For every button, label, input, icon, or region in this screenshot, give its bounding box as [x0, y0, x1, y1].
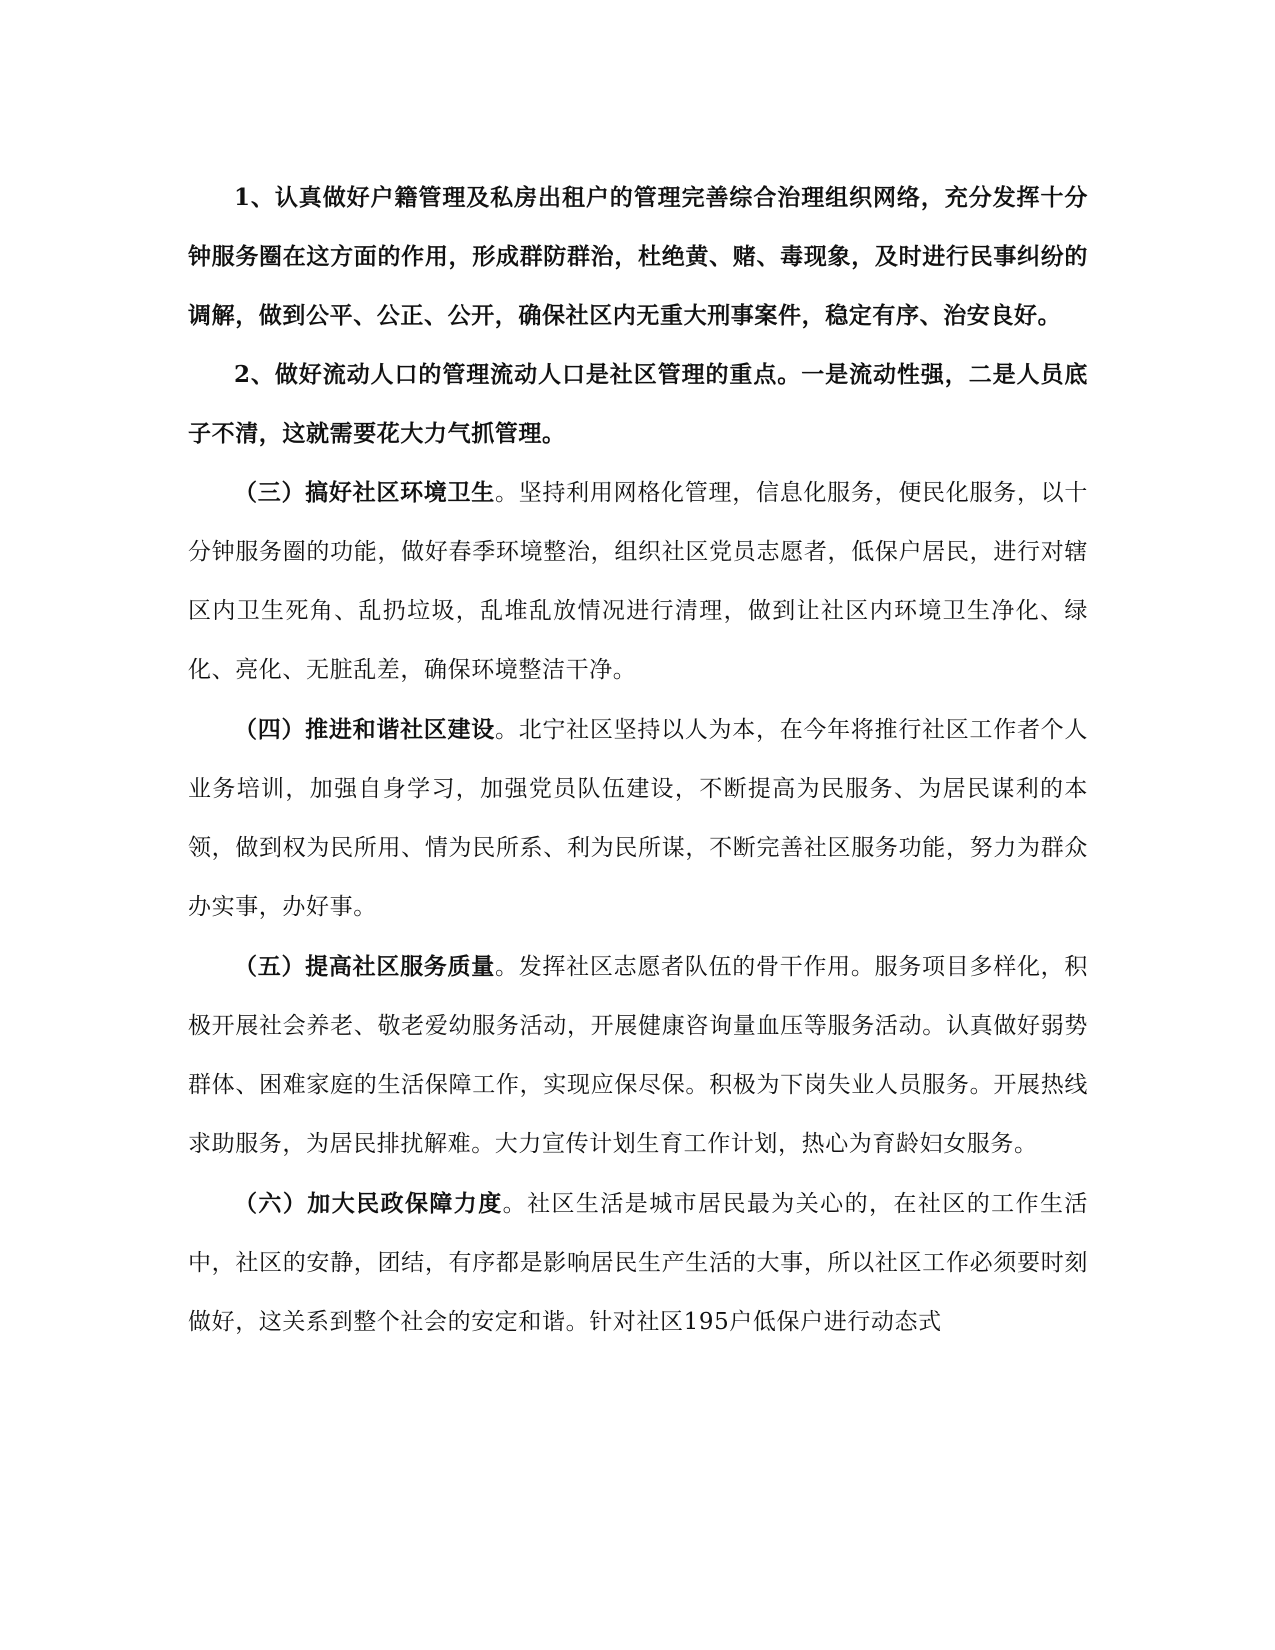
section-heading: （五）提高社区服务质量: [234, 953, 495, 980]
paragraph-text: 1、认真做好户籍管理及私房出租户的管理完善综合治理组织网络，充分发挥十分钟服务圈在这方面的作用，形成群防群治，杜绝黄、赌、毒现象，及时进行民事纠纷的调解，做到公平、公正、公开，确保社区内无重大刑事案件，稳定有序、治安良好。: [188, 184, 1088, 329]
paragraph-environment-hygiene: [188, 463, 1088, 700]
paragraph-harmonious-community: [188, 700, 1088, 937]
paragraph-text: 。发挥社区志愿者队伍的骨干作用。服务项目多样化，积极开展社会养老、敬老爱幼服务活动，开展健康咨询量血压等服务活动。认真做好弱势群体、困难家庭的生活保障工作，实现应保尽保。积极为下岗失业人员服务。开展热线求助服务，为居民排扰解难。大力宣传计划生育工作计划，热心为育龄妇女服务。: [188, 954, 1088, 1157]
paragraph-civil-affairs: [188, 1174, 1088, 1352]
paragraph-text: 。北宁社区坚持以人为本，在今年将推行社区工作者个人业务培训，加强自身学习，加强党员队伍建设，不断提高为民服务、为居民谋利的本领，做到权为民所用、情为民所系、利为民所谋，不断完善社区服务功能，努力为群众办实事，办好事。: [188, 717, 1088, 920]
paragraph-text: 。坚持利用网格化管理，信息化服务，便民化服务，以十分钟服务圈的功能，做好春季环境整治，组织社区党员志愿者，低保户居民，进行对辖区内卫生死角、乱扔垃圾，乱堆乱放情况进行清理，做到让社区内环境卫生净化、绿化、亮化、无脏乱差，确保环境整洁干净。: [188, 480, 1088, 683]
section-heading: （三）搞好社区环境卫生: [234, 479, 495, 506]
paragraph-text: 2、做好流动人口的管理流动人口是社区管理的重点。一是流动性强，二是人员底子不清，这就需要花大力气抓管理。: [188, 361, 1088, 447]
section-heading: （六）加大民政保障力度: [234, 1190, 503, 1217]
section-heading: （四）推进和谐社区建设: [234, 716, 495, 743]
paragraph-service-quality: [188, 937, 1088, 1174]
paragraph-household-registration: [188, 168, 1088, 345]
paragraph-text: 。社区生活是城市居民最为关心的，在社区的工作生活中，社区的安静，团结，有序都是影响居民生产生活的大事，所以社区工作必须要时刻做好，这关系到整个社会的安定和谐。针对社区195户低保户进行动态式: [188, 1191, 1088, 1335]
paragraph-floating-population: [188, 345, 1088, 463]
document-body: [188, 168, 1088, 1352]
